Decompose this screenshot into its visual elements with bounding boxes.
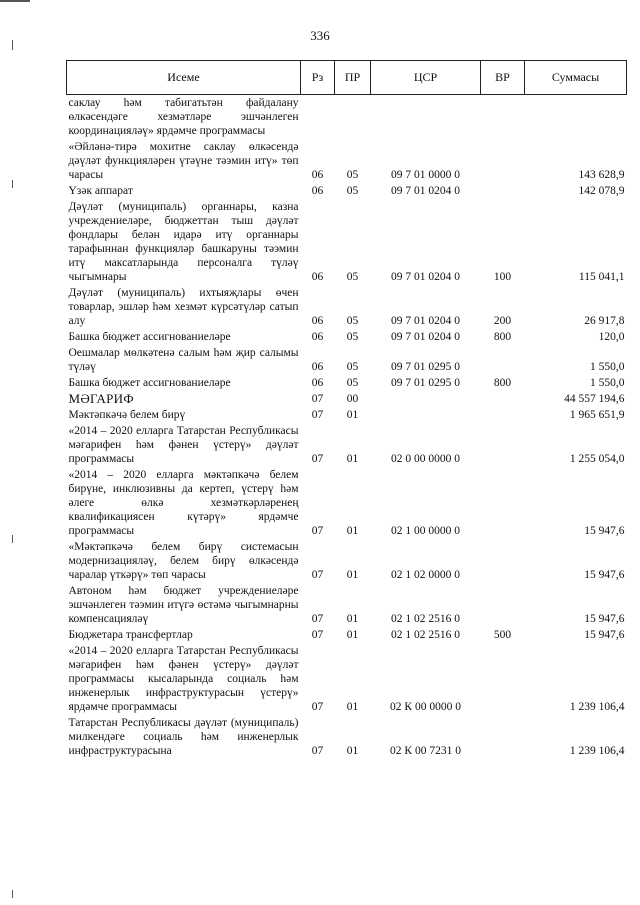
row-vr: 800 <box>493 377 512 389</box>
row-vr <box>481 95 525 140</box>
page-number: 336 <box>310 28 330 43</box>
scan-mark <box>12 890 13 898</box>
row-rz: 06 <box>311 169 324 181</box>
row-rz: 06 <box>311 185 324 197</box>
row-rz: 06 <box>311 271 324 283</box>
row-vr <box>481 139 525 183</box>
row-sum: 1 239 106,4 <box>569 701 625 713</box>
row-rz: 07 <box>311 701 324 713</box>
row-pr: 01 <box>346 525 359 537</box>
table-row <box>67 407 627 423</box>
row-sum: 115 041,1 <box>578 271 625 283</box>
row-rz: 07 <box>311 569 324 581</box>
row-vr: 500 <box>493 629 512 641</box>
row-pr: 01 <box>346 745 359 757</box>
row-csr: 09 7 01 0295 0 <box>391 361 460 373</box>
table-row <box>67 539 627 583</box>
row-rz: 06 <box>311 315 324 327</box>
row-vr <box>481 643 525 715</box>
table-row <box>67 375 627 391</box>
table-row <box>67 183 627 199</box>
row-name: Үзәк аппарат <box>68 185 133 197</box>
row-pr: 05 <box>346 361 359 373</box>
row-vr <box>481 423 525 467</box>
row-name: Автоном һәм бюджет учреждениеләре эшчәнлеген тәэмин итүгә өстәмә чыгымнарны компенсацияләү <box>68 585 299 625</box>
table-row <box>67 285 627 329</box>
row-csr: 09 7 01 0204 0 <box>391 185 460 197</box>
row-name: Бюджетара трансфертлар <box>68 629 193 641</box>
row-vr <box>481 183 525 199</box>
row-csr: 02 1 00 0000 0 <box>391 525 460 537</box>
row-name: Башка бюджет ассигнованиеләре <box>68 331 231 343</box>
row-csr: 02 1 02 2516 0 <box>391 629 460 641</box>
row-sum: 1 965 651,9 <box>569 409 625 421</box>
row-pr: 00 <box>346 393 359 405</box>
row-csr: 09 7 01 0000 0 <box>391 169 460 181</box>
row-vr: 800 <box>493 331 512 343</box>
row-sum: 44 557 194,6 <box>564 393 625 405</box>
row-name: «Әйләнә-тирә мохитне саклау өлкәсендә дәүләт функцияләрен үтәүне тәэмин итү» төп чарасы <box>68 141 299 181</box>
row-vr <box>481 715 525 759</box>
row-rz <box>301 95 335 140</box>
row-csr: 09 7 01 0204 0 <box>391 331 460 343</box>
row-rz: 06 <box>311 331 324 343</box>
row-rz: 07 <box>311 745 324 757</box>
header-rz: Рз <box>301 61 335 95</box>
row-csr <box>371 95 481 140</box>
row-pr: 05 <box>346 169 359 181</box>
row-sum: 142 078,9 <box>578 185 625 197</box>
row-csr: 02 1 02 0000 0 <box>391 569 460 581</box>
row-name: Дәүләт (муниципаль) органнары, казна учреждениеләре, бюджеттан тыш дәүләт фондлары белән идарә итү органнары тарафыннан функцияләр башкаруны тәэмин итү максатларында персоналга түләү чыгымнары <box>68 201 299 283</box>
row-name: МӘГАРИФ <box>68 391 134 406</box>
row-vr <box>481 539 525 583</box>
row-vr <box>481 583 525 627</box>
header-vr: ВР <box>481 61 525 95</box>
row-csr: 02 0 00 0000 0 <box>391 453 460 465</box>
row-sum: 15 947,6 <box>584 613 625 625</box>
row-name: «2014 – 2020 елларга Татарстан Республикасы мәгарифен һәм фәнен үстерү» дәүләт программасы кысаларында социаль һәм инженерлык инфраструктурасын үстерү» ярдәмче программасы <box>68 645 299 713</box>
row-sum: 1 550,0 <box>590 361 625 373</box>
row-pr: 05 <box>346 315 359 327</box>
row-rz: 07 <box>311 453 324 465</box>
row-pr: 01 <box>346 613 359 625</box>
row-sum: 1 255 054,0 <box>569 453 625 465</box>
row-vr: 100 <box>493 271 512 283</box>
header-csr: ЦСР <box>371 61 481 95</box>
header-name: Исеме <box>67 61 301 95</box>
row-rz: 07 <box>311 629 324 641</box>
table-row <box>67 627 627 643</box>
row-sum <box>525 95 627 140</box>
scan-mark <box>12 535 13 543</box>
table-row <box>67 391 627 407</box>
row-name: Мәктәпкәчә белем бирү <box>68 409 186 421</box>
row-sum: 15 947,6 <box>584 569 625 581</box>
row-name: саклау һәм табигатьтән файдалану өлкәсендәге хезмәтләре эшчәнлеген координацияләү» ярдәмче программасы <box>68 97 299 137</box>
table-row <box>67 715 627 759</box>
row-pr: 01 <box>346 453 359 465</box>
row-vr: 200 <box>493 315 512 327</box>
scan-mark <box>12 180 13 188</box>
row-rz: 06 <box>311 361 324 373</box>
row-rz: 07 <box>311 393 324 405</box>
row-csr: 02 К 00 0000 0 <box>390 701 461 713</box>
row-vr <box>481 345 525 375</box>
table-row <box>67 643 627 715</box>
row-csr: 02 1 02 2516 0 <box>391 613 460 625</box>
row-vr <box>481 391 525 407</box>
row-sum: 15 947,6 <box>584 525 625 537</box>
header-sum: Суммасы <box>525 61 627 95</box>
table-row <box>67 95 627 140</box>
row-rz: 06 <box>311 377 324 389</box>
row-sum: 1 550,0 <box>590 377 625 389</box>
row-csr: 09 7 01 0204 0 <box>391 271 460 283</box>
row-csr: 09 7 01 0204 0 <box>391 315 460 327</box>
table-row <box>67 467 627 539</box>
row-name: Татарстан Республикасы дәүләт (муниципаль) милкендәге социаль һәм инженерлык инфраструктурасына <box>68 717 299 757</box>
scan-mark <box>12 40 13 50</box>
row-sum: 15 947,6 <box>584 629 625 641</box>
table-row <box>67 423 627 467</box>
row-sum: 26 917,8 <box>584 315 625 327</box>
row-name: Дәүләт (муниципаль) ихтыяҗлары өчен товарлар, эшләр һәм хезмәт күрсәтүләр сатып алу <box>68 287 299 327</box>
row-pr: 01 <box>346 569 359 581</box>
budget-table <box>66 60 627 759</box>
row-csr <box>371 391 481 407</box>
row-pr <box>335 95 371 140</box>
row-csr: 09 7 01 0295 0 <box>391 377 460 389</box>
header-pr: ПР <box>335 61 371 95</box>
row-pr: 05 <box>346 331 359 343</box>
row-vr <box>481 467 525 539</box>
row-vr <box>481 407 525 423</box>
row-rz: 07 <box>311 409 324 421</box>
row-rz: 07 <box>311 525 324 537</box>
row-pr: 01 <box>346 629 359 641</box>
row-name: Башка бюджет ассигнованиеләре <box>68 377 231 389</box>
row-pr: 05 <box>346 185 359 197</box>
row-csr <box>371 407 481 423</box>
table-row <box>67 199 627 285</box>
table-row <box>67 583 627 627</box>
row-name: «2014 – 2020 елларга мәктәпкәчә белем бирүне, инклюзивны да кертеп, үстерү һәм әлеге өлкә хезмәткәрләренең квалификациясен күтәрү» ярдәмче программасы <box>68 469 299 537</box>
row-sum: 1 239 106,4 <box>569 745 625 757</box>
row-pr: 05 <box>346 377 359 389</box>
scan-mark <box>0 0 30 2</box>
row-pr: 01 <box>346 409 359 421</box>
row-pr: 05 <box>346 271 359 283</box>
row-sum: 143 628,9 <box>578 169 625 181</box>
row-pr: 01 <box>346 701 359 713</box>
row-name: «2014 – 2020 елларга Татарстан Республикасы мәгарифен һәм фәнен үстерү» дәүләт программасы <box>68 425 299 465</box>
table-row <box>67 345 627 375</box>
row-rz: 07 <box>311 613 324 625</box>
table-header-row <box>67 61 627 95</box>
row-name: «Мәктәпкәчә белем бирү системасын модернизацияләү, белем бирү өлкәсендә чаралар үткәрү» төп чарасы <box>68 541 299 581</box>
table-row <box>67 139 627 183</box>
table-row <box>67 329 627 345</box>
row-sum: 120,0 <box>598 331 625 343</box>
row-name: Оешмалар мөлкәтенә салым һәм җир салымы түләү <box>68 347 299 373</box>
row-csr: 02 К 00 7231 0 <box>390 745 461 757</box>
